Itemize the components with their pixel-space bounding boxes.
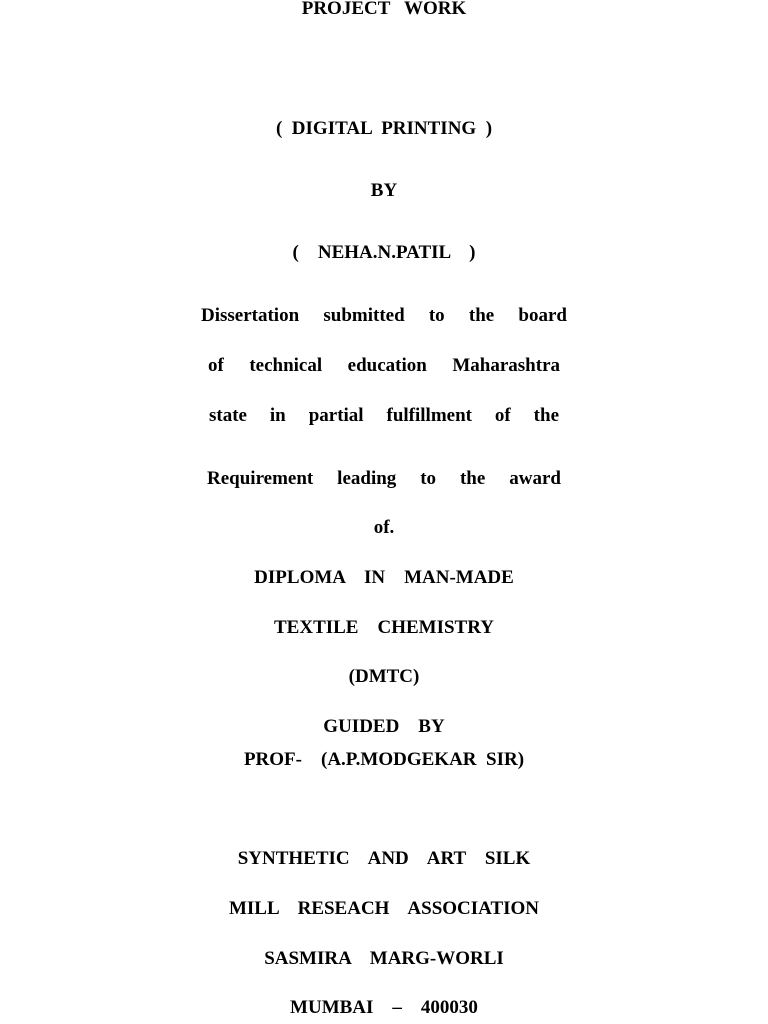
address-line-2: MUMBAI – 400030 (290, 997, 478, 1018)
institution-line-1: SYNTHETIC AND ART SILK (237, 848, 531, 869)
diploma-line-1: DIPLOMA IN MAN-MADE (254, 567, 514, 588)
dissertation-line-1 (201, 305, 567, 327)
word: partial (308, 405, 364, 426)
word: of (494, 405, 511, 426)
project-heading: PROJECT WORK (301, 0, 467, 19)
dissertation-line-4 (207, 468, 561, 490)
word: Dissertation (201, 305, 300, 326)
guide-name: PROF- (A.P.MODGEKAR SIR) (243, 749, 525, 770)
word: education (347, 355, 427, 376)
dissertation-line-2 (208, 355, 560, 377)
project-topic: ( DIGITAL PRINTING ) (275, 118, 493, 139)
guided-by-label: GUIDED BY (323, 716, 445, 737)
diploma-abbreviation: (DMTC) (348, 666, 420, 687)
word: board (518, 305, 567, 326)
word: fulfillment (386, 405, 472, 426)
word: the (468, 305, 495, 326)
word: Requirement (207, 468, 314, 489)
word: award (509, 468, 561, 489)
by-label: BY (370, 180, 398, 201)
word: in (269, 405, 286, 426)
institution-line-2: MILL RESEACH ASSOCIATION (228, 898, 540, 919)
word: the (459, 468, 486, 489)
word: of (208, 355, 224, 376)
word: to (420, 468, 437, 489)
dissertation-line-3 (209, 405, 559, 427)
word: to (428, 305, 445, 326)
word: the (533, 405, 559, 426)
address-line-1: SASMIRA MARG-WORLI (264, 948, 504, 969)
word: submitted (323, 305, 405, 326)
word: leading (337, 468, 397, 489)
word: state (209, 405, 247, 426)
word: technical (249, 355, 323, 376)
word: Maharashtra (452, 355, 560, 376)
of-line: of. (373, 517, 395, 538)
author-name: ( NEHA.N.PATIL ) (292, 242, 476, 263)
diploma-line-2: TEXTILE CHEMISTRY (274, 617, 494, 638)
